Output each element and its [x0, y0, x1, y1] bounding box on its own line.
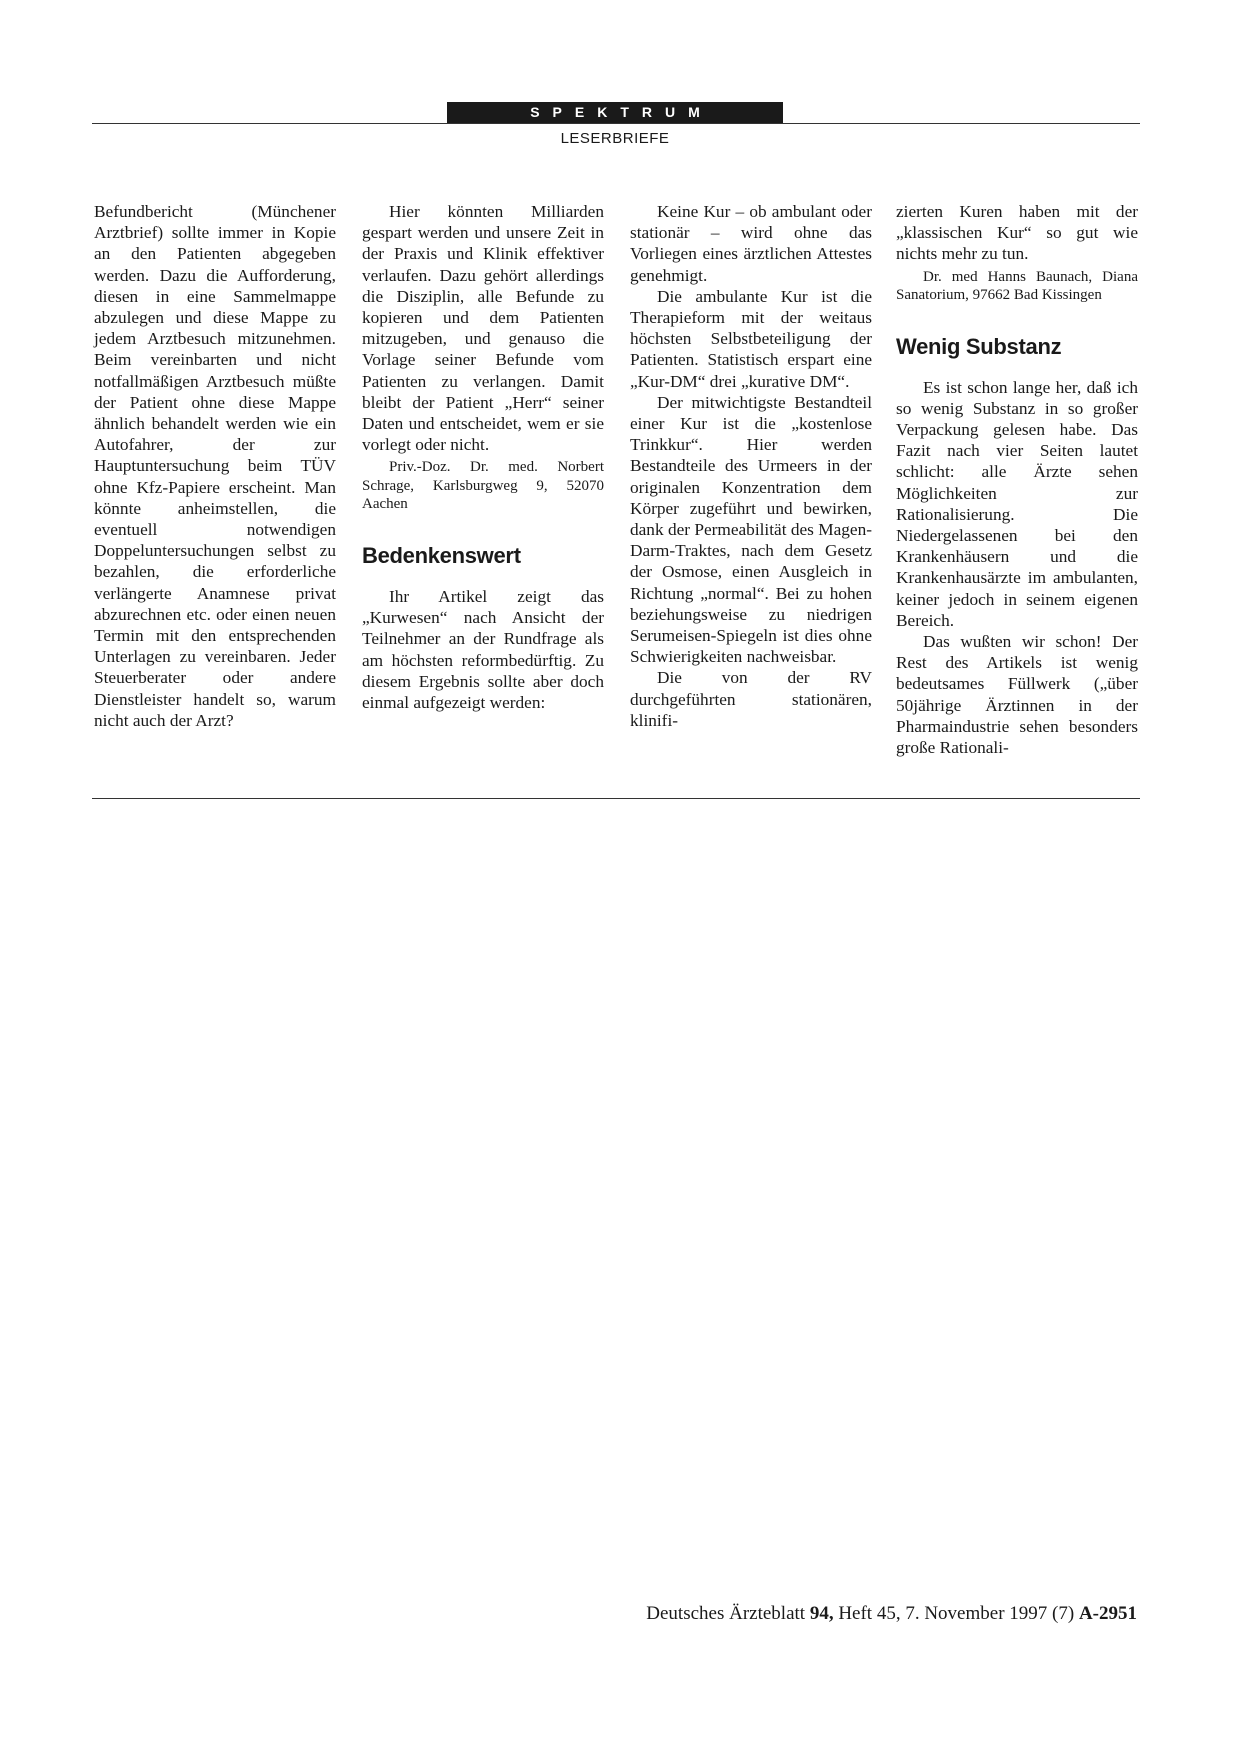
letter-heading: Wenig Substanz — [896, 333, 1062, 359]
body-paragraph: Ihr Artikel zeigt das „Kurwesen“ nach Ansicht der Teilnehmer an der Rundfrage als am höchsten reformbedürftig. Zu diesem Ergebnis sollte aber doch einmal aufgezeigt werden: — [362, 586, 604, 712]
journal-name: Deutsches Ärzteblatt — [646, 1603, 806, 1624]
body-paragraph: Das wußten wir schon! Der Rest des Artikels ist wenig bedeutsames Füllwerk („über 50jährige Ärztinnen in der Pharmaindustrie sehen besonders große Rationali- — [896, 632, 1138, 758]
page-number: A-2951 — [1078, 1603, 1137, 1624]
body-paragraph: Der mitwichtigste Bestandteil einer Kur ist die „kostenlose Trinkkur“. Hier werden Bestandteile des Urmeers in der originalen Konzentration dem Körper zugeführt und bewirken, dank der Permeabilität des Magen-Darm-Traktes, nach dem Gesetz der Osmose, einen Ausgleich in Richtung „normal“. Bei zu hohen beziehungsweise zu niedrigen Serumeisen-Spiegeln ist dies ohne Schwierigkeiten nachweisbar. — [630, 392, 872, 667]
letter-signature: Dr. med Hanns Baunach, Diana Sanatorium, 97662 Bad Kissingen — [896, 268, 1138, 304]
volume-number: 94, — [809, 1603, 834, 1624]
column-2 — [362, 201, 604, 713]
column-4 — [896, 201, 1138, 758]
body-paragraph: Befundbericht (Münchener Arztbrief) sollte immer in Kopie an den Patienten abgegeben werden. Dazu die Aufforderung, diesen in eine Sammelmappe abzulegen und diese Mappe zu jedem Arztbesuch mitzunehmen. Beim vereinbarten und nicht notfallmäßigen Arztbesuch müßte der Patient ohne diese Mappe ähnlich behandelt werden wie ein Autofahrer, der zur Hauptuntersuchung beim TÜV ohne Kfz-Papiere erscheint. Man könnte anheimstellen, die eventuell notwendigen Doppeluntersuchungen selbst zu bezahlen, die erforderliche verlängerte Anamnese privat abzurechnen etc. oder einen neuen Termin mit den entsprechenden Unterlagen zu vereinbaren. Jeder Steuerberater oder andere Dienstleister handelt so, warum nicht auch der Arzt? — [94, 202, 336, 730]
body-paragraph: Die ambulante Kur ist die Therapieform mit der weitaus höchsten Selbstbeteiligung der Patienten. Statistisch erspart eine „Kur-DM“ drei „kurative DM“. — [630, 286, 872, 391]
section-label: SPEKTRUM — [447, 102, 783, 123]
footer-rule — [92, 798, 1140, 799]
issue-info: Heft 45, 7. November 1997 (7) — [838, 1603, 1075, 1624]
body-paragraph: Es ist schon lange her, daß ich so wenig Substanz in so großer Verpackung gelesen habe. Das Fazit nach vier Seiten lautet schlicht: alle Ärzte sehen Möglichkeiten zur Rationalisierung. Die Niedergelassenen bei den Krankenhäusern und die Krankenhausärzte im ambulanten, keiner jedoch in seinem eigenen Bereich. — [896, 377, 1138, 630]
body-paragraph: Keine Kur – ob ambulant oder stationär – wird ohne das Vorliegen eines ärztlichen Attestes genehmigt. — [630, 202, 872, 285]
body-paragraph: Die von der RV durchgeführten stationären, klinifi- — [630, 668, 872, 730]
body-paragraph: zierten Kuren haben mit der „klassischen Kur“ so gut wie nichts mehr zu tun. — [896, 202, 1138, 264]
column-1 — [94, 201, 336, 731]
subsection-label: LESERBRIEFE — [560, 130, 670, 147]
header-rule — [92, 123, 1140, 124]
letter-heading: Bedenkenswert — [362, 542, 521, 568]
page-footer — [646, 1603, 1137, 1625]
body-paragraph: Hier könnten Milliarden gespart werden und unsere Zeit in der Praxis und Klinik effektiver verlaufen. Dazu gehört allerdings die Disziplin, alle Befunde zu kopieren und dem Patienten mitzugeben, und genauso die Vorlage seiner Befunde vom Patienten zu verlangen. Damit bleibt der Patient „Herr“ seiner Daten und entscheidet, wem er sie vorlegt oder nicht. — [362, 202, 604, 455]
column-3 — [630, 201, 872, 731]
letter-signature: Priv.-Doz. Dr. med. Norbert Schrage, Karlsburgweg 9, 52070 Aachen — [362, 459, 604, 513]
